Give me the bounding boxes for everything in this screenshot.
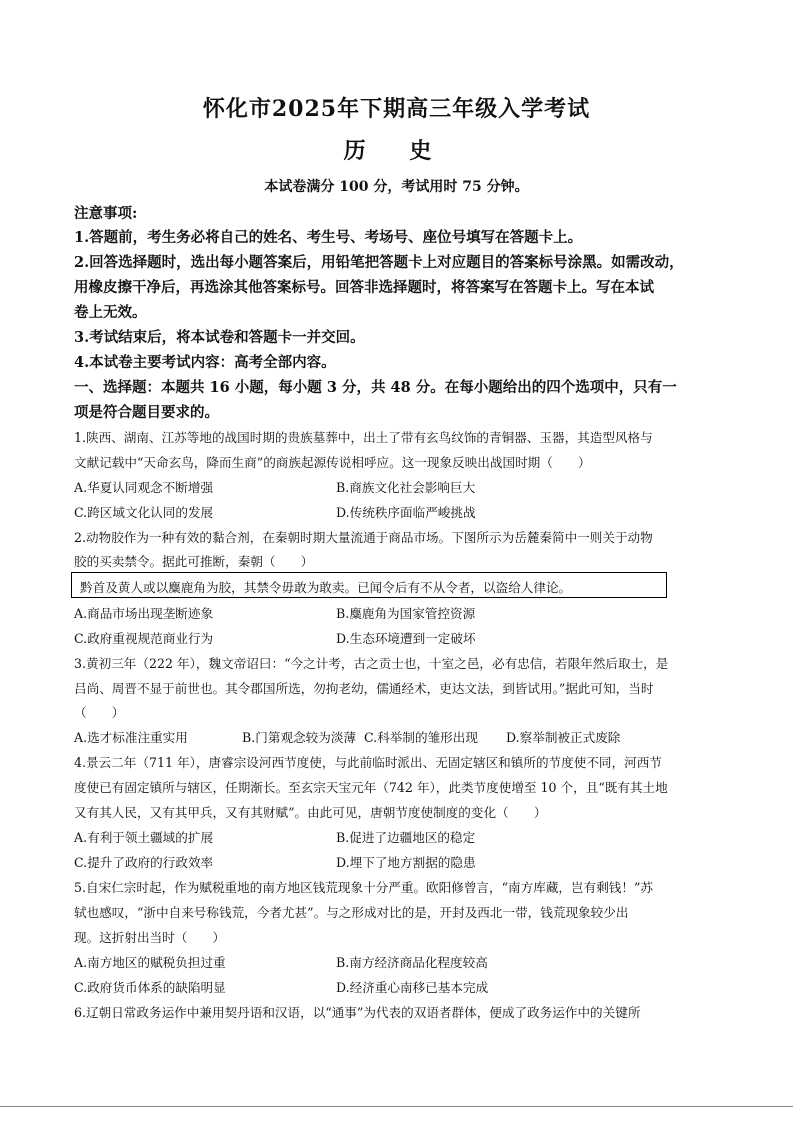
- question-5-stem: 轼也感叹，“浙中自来号称钱荒，今者尤甚”。与之形成对比的是，开封及西北一带，钱荒现象较少出: [74, 905, 629, 920]
- question-5-option-b: B.南方经济商品化程度较高: [336, 955, 488, 970]
- question-3-stem: 吕尚、周晋不显于前世也。其令郡国所选，勿拘老幼，儒通经术，吏达文法，到皆试用。”据此可知，当时: [74, 681, 654, 696]
- subject-title: 历 史: [343, 138, 450, 164]
- exam-title: 怀化市2025年下期高三年级入学考试: [202, 96, 591, 122]
- question-4-option-a: A.有利于领土疆域的扩展: [74, 830, 214, 845]
- page-bottom-rule: [0, 1106, 793, 1107]
- question-4-option-c: C.提升了政府的行政效率: [74, 855, 214, 870]
- question-4-stem: 度使已有固定镇所与辖区，任期渐长。至玄宗天宝元年（742 年），此类节度使增至 10 个，且“既有其土地: [74, 780, 668, 795]
- question-4-option-d: D.埋下了地方割据的隐患: [336, 855, 476, 870]
- question-2-option-b: B.麋鹿角为国家管控资源: [336, 606, 476, 621]
- question-5-option-d: D.经济重心南移已基本完成: [336, 980, 489, 995]
- question-3-option-d: D.察举制被正式废除: [506, 730, 621, 745]
- question-2-stem: 2.动物胶作为一种有效的黏合剂，在秦朝时期大量流通于商品市场。下图所示为岳麓秦简中一则关于动物: [74, 530, 653, 545]
- notice-line: 2.回答选择题时，选出每小题答案后，用铅笔把答题卡上对应题目的答案标号涂黑。如需改动，: [74, 254, 684, 271]
- question-2-stem: 胶的买卖禁令。据此可推断，秦朝（ ）: [74, 554, 314, 569]
- question-1-stem: 文献记载中“天命玄鸟，降而生商”的商族起源传说相呼应。这一现象反映出战国时期（ ）: [74, 455, 591, 470]
- question-1-option-a: A.华夏认同观念不断增强: [74, 480, 214, 495]
- section-heading: 一、选择题：本题共 16 小题，每小题 3 分，共 48 分。在每小题给出的四个选项中，只有一: [74, 379, 677, 396]
- question-5-option-a: A.南方地区的赋税负担过重: [74, 955, 226, 970]
- question-5-stem: 现。这折射出当时（ ）: [74, 930, 226, 945]
- notice-line: 用橡皮擦干净后，再选涂其他答案标号。回答非选择题时，将答案写在答题卡上。写在本试: [74, 279, 654, 296]
- question-1-option-d: D.传统秩序面临严峻挑战: [336, 505, 476, 520]
- notice-line: 1.答题前，考生务必将自己的姓名、考生号、考场号、座位号填写在答题卡上。: [74, 229, 583, 246]
- question-2-option-d: D.生态环境遭到一定破坏: [336, 631, 476, 646]
- question-2-quote: 黔首及黄人或以麋鹿角为胶，其禁令毋敢为敢卖。已闻令后有不从令者，以盗给人律论。: [80, 580, 572, 595]
- question-3-stem: （ ）: [74, 705, 125, 720]
- notice-line: 3.考试结束后，将本试卷和答题卡一并交回。: [74, 329, 365, 346]
- question-3-option-a: A.选才标准注重实用: [74, 730, 188, 745]
- question-4-stem: 4.景云二年（711 年），唐睿宗设河西节度使，与此前临时派出、无固定辖区和镇所的节度使不同，河西节: [74, 755, 662, 770]
- question-5-option-c: C.政府货币体系的缺陷明显: [74, 980, 226, 995]
- notice-line: 卷上无效。: [74, 304, 147, 321]
- question-1-option-b: B.商族文化社会影响巨大: [336, 480, 476, 495]
- notice-line: 4.本试卷主要考试内容：高考全部内容。: [74, 354, 336, 371]
- question-2-option-c: C.政府重视规范商业行为: [74, 631, 214, 646]
- question-3-option-b: B.门第观念较为淡薄: [242, 730, 357, 745]
- question-6-stem: 6.辽朝日常政务运作中兼用契丹语和汉语，以“通事”为代表的双语者群体，便成了政务运作中的关键所: [74, 1005, 641, 1020]
- question-4-stem: 又有其人民，又有其甲兵，又有其财赋”。由此可见，唐朝节度使制度的变化（ ）: [74, 805, 547, 820]
- question-2-quote-box: [71, 572, 667, 598]
- question-1-stem: 1.陕西、湖南、江苏等地的战国时期的贵族墓葬中，出土了带有玄鸟纹饰的青铜器、玉器，其造型风格与: [74, 430, 653, 445]
- section-heading: 项是符合题目要求的。: [74, 404, 219, 421]
- question-3-stem: 3.黄初三年（222 年），魏文帝诏曰：“今之计考，古之贡士也，十室之邑，必有忠信，若限年然后取士，是: [74, 656, 669, 671]
- notice-heading: 注意事项:: [74, 205, 138, 222]
- question-3-option-c: C.科举制的雏形出现: [364, 730, 478, 745]
- question-2-option-a: A.商品市场出现垄断迹象: [74, 606, 214, 621]
- exam-info: 本试卷满分 100 分，考试用时 75 分钟。: [264, 179, 529, 195]
- question-1-option-c: C.跨区域文化认同的发展: [74, 505, 214, 520]
- question-5-stem: 5.自宋仁宗时起，作为赋税重地的南方地区钱荒现象十分严重。欧阳修曾言，“南方库藏，岂有剩钱！”苏: [74, 880, 654, 895]
- question-4-option-b: B.促进了边疆地区的稳定: [336, 830, 476, 845]
